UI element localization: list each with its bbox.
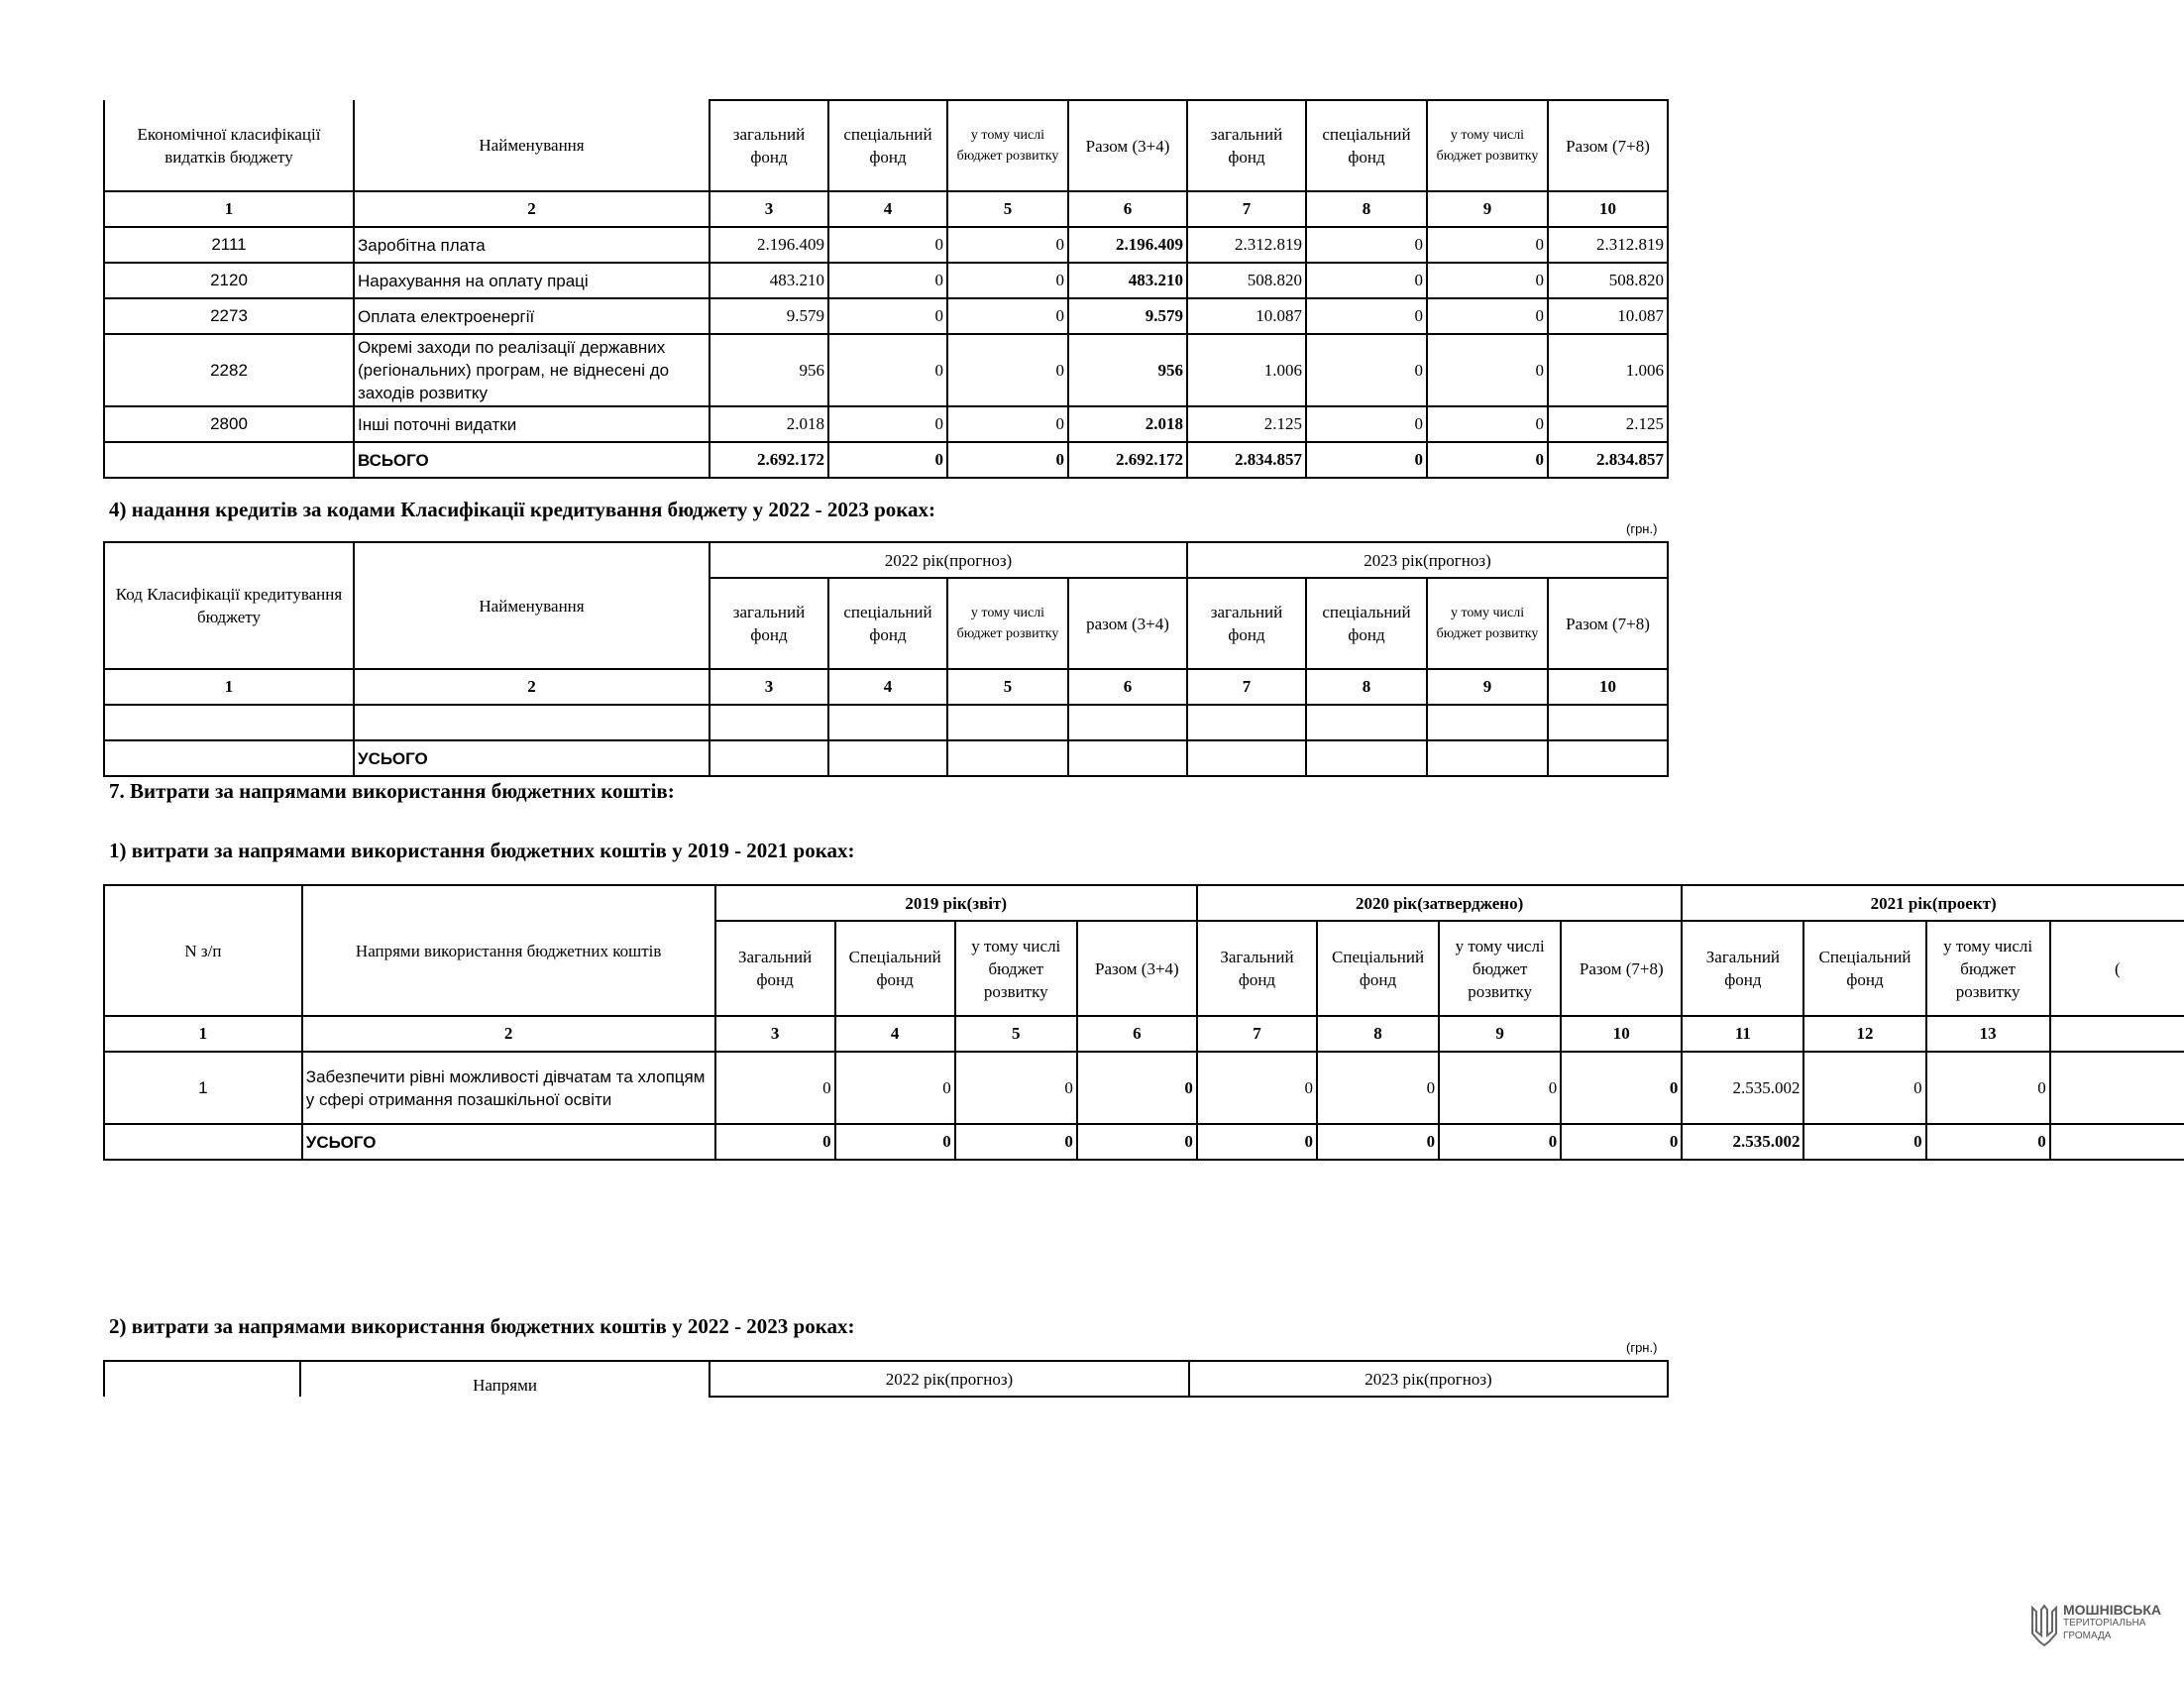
total-value: 0 <box>1077 1124 1197 1160</box>
col-header: спеціальний фонд <box>828 100 947 191</box>
total-value: 2.692.172 <box>1068 442 1187 478</box>
col-header: Разом (7+8) <box>1548 578 1668 669</box>
value-cell: 0 <box>835 1052 955 1124</box>
index-cell: 8 <box>1317 1016 1439 1052</box>
value-cell: 0 <box>1306 227 1427 263</box>
value-cell: 956 <box>1068 334 1187 406</box>
value-cell: 0 <box>1197 1052 1317 1124</box>
index-cell: 3 <box>710 669 828 705</box>
value-cell: 956 <box>710 334 828 406</box>
value-cell: 9.579 <box>1068 298 1187 334</box>
empty-cell <box>1187 740 1306 776</box>
index-cell: 10 <box>1548 669 1668 705</box>
index-cell: 12 <box>1803 1016 1925 1052</box>
name-cell: Оплата електроенергії <box>354 298 710 334</box>
index-cell: 13 <box>1926 1016 2050 1052</box>
name-cell: Заробітна плата <box>354 227 710 263</box>
value-cell: 0 <box>828 263 947 298</box>
value-cell: 508.820 <box>1548 263 1668 298</box>
value-cell: 10.087 <box>1548 298 1668 334</box>
table-row <box>104 227 1668 263</box>
index-cell: 7 <box>1187 669 1306 705</box>
total-value: 0 <box>828 442 947 478</box>
year-header: 2019 рік(звіт) <box>715 885 1197 921</box>
col-header: у тому числі бюджет розвитку <box>947 578 1068 669</box>
credits-table <box>103 541 1669 777</box>
total-value: 0 <box>1561 1124 1682 1160</box>
total-value: 2.535.002 <box>1682 1124 1803 1160</box>
community-logo <box>2029 1604 2168 1649</box>
col-header: Загальний фонд <box>1197 921 1317 1016</box>
value-cell: 2.196.409 <box>1068 227 1187 263</box>
code-cell: 2282 <box>104 334 354 406</box>
empty-cell <box>1548 705 1668 740</box>
col-header: Спеціальний фонд <box>1803 921 1925 1016</box>
index-cell: 7 <box>1197 1016 1317 1052</box>
value-cell: 0 <box>828 298 947 334</box>
total-value: 0 <box>1306 442 1427 478</box>
name-cell: Окремі заходи по реалізації державних (регіональних) програм, не віднесені до заходів розвитку <box>354 334 710 406</box>
logo-line-2: ТЕРИТОРІАЛЬНА <box>2063 1618 2146 1629</box>
value-cell: 0 <box>947 298 1068 334</box>
index-cell: 10 <box>1548 191 1668 227</box>
col-header: Разом (7+8) <box>1561 921 1682 1016</box>
empty-cell <box>1306 705 1427 740</box>
total-value: 0 <box>1427 442 1548 478</box>
total-value: 0 <box>1439 1124 1561 1160</box>
table-row <box>104 406 1668 442</box>
value-cell: 1.006 <box>1187 334 1306 406</box>
index-cell: 6 <box>1068 191 1187 227</box>
name-cell: Нарахування на оплату праці <box>354 263 710 298</box>
total-value: 2.834.857 <box>1548 442 1668 478</box>
empty-cell <box>104 705 354 740</box>
index-cell: 9 <box>1427 669 1548 705</box>
total-row <box>104 1124 2184 1160</box>
value-cell: 0 <box>1306 334 1427 406</box>
code-cell: 2120 <box>104 263 354 298</box>
index-cell: 6 <box>1077 1016 1197 1052</box>
empty-cell <box>1548 740 1668 776</box>
code-cell: 2800 <box>104 406 354 442</box>
code-cell: 2111 <box>104 227 354 263</box>
value-cell: 0 <box>947 263 1068 298</box>
col-header: Спеціальний фонд <box>1317 921 1439 1016</box>
value-cell: 483.210 <box>710 263 828 298</box>
name-column-header: Найменування <box>354 100 710 191</box>
value-cell: 0 <box>1427 298 1548 334</box>
index-cell: 3 <box>710 191 828 227</box>
direction-column-header: Напрями використання бюджетних коштів <box>302 885 715 1016</box>
value-cell: 0 <box>828 406 947 442</box>
index-cell: 10 <box>1561 1016 1682 1052</box>
value-cell: 2.125 <box>1548 406 1668 442</box>
value-cell: 0 <box>947 406 1068 442</box>
value-cell: 0 <box>1317 1052 1439 1124</box>
section-4-heading: 4) надання кредитів за кодами Класифікації кредитування бюджету у 2022 - 2023 роках: <box>109 498 936 521</box>
empty-cell <box>1068 740 1187 776</box>
col-header: загальний фонд <box>1187 100 1306 191</box>
value-cell: 2.312.819 <box>1187 227 1306 263</box>
value-cell <box>2050 1052 2184 1124</box>
total-value: 0 <box>715 1124 835 1160</box>
empty-cell <box>104 740 354 776</box>
index-cell: 9 <box>1439 1016 1561 1052</box>
index-cell: 9 <box>1427 191 1548 227</box>
value-cell: 2.018 <box>1068 406 1187 442</box>
empty-cell <box>710 705 828 740</box>
value-cell: 0 <box>1427 334 1548 406</box>
year-header: 2021 рік(проект) <box>1682 885 2184 921</box>
code-column-header: Код Класифікації кредитування бюджету <box>104 542 354 669</box>
index-cell: 11 <box>1682 1016 1803 1052</box>
total-label: УСЬОГО <box>302 1124 715 1160</box>
value-cell: 0 <box>715 1052 835 1124</box>
index-cell: 8 <box>1306 191 1427 227</box>
value-cell: 0 <box>947 227 1068 263</box>
unit-label: (грн.) <box>1626 521 1658 536</box>
index-cell: 2 <box>354 669 710 705</box>
col-header: спеціальний фонд <box>1306 578 1427 669</box>
col-header: у тому числі бюджет розвитку <box>1427 578 1548 669</box>
name-cell: Інші поточні видатки <box>354 406 710 442</box>
col-header: у тому числі бюджет розвитку <box>1427 100 1548 191</box>
section-7-heading: 7. Витрати за напрямами використання бюджетних коштів: <box>109 779 675 803</box>
total-row <box>104 442 1668 478</box>
table-row <box>104 1052 2184 1124</box>
table-row <box>104 298 1668 334</box>
trident-icon <box>2029 1604 2059 1647</box>
table-row <box>104 334 1668 406</box>
name-column-header: Найменування <box>354 542 710 669</box>
year-header: 2022 рік(прогноз) <box>710 1361 1189 1397</box>
value-cell: 0 <box>1306 406 1427 442</box>
n-column-header <box>104 1361 300 1397</box>
col-header: загальний фонд <box>710 578 828 669</box>
total-value: 0 <box>1926 1124 2050 1160</box>
index-cell: 4 <box>828 191 947 227</box>
direction-column-header: Напрями <box>300 1361 710 1397</box>
index-cell: 5 <box>947 191 1068 227</box>
empty-cell <box>1306 740 1427 776</box>
empty-cell <box>1187 705 1306 740</box>
total-value: 0 <box>955 1124 1077 1160</box>
value-cell: 1.006 <box>1548 334 1668 406</box>
col-header: Загальний фонд <box>715 921 835 1016</box>
empty-cell <box>1427 705 1548 740</box>
col-header: Разом (3+4) <box>1068 100 1187 191</box>
col-header: спеціальний фонд <box>828 578 947 669</box>
index-cell: 2 <box>354 191 710 227</box>
index-cell: 5 <box>947 669 1068 705</box>
total-label: УСЬОГО <box>354 740 710 776</box>
value-cell: 2.196.409 <box>710 227 828 263</box>
index-cell: 7 <box>1187 191 1306 227</box>
empty-cell <box>947 705 1068 740</box>
value-cell: 0 <box>1439 1052 1561 1124</box>
value-cell: 2.125 <box>1187 406 1306 442</box>
col-header: ( <box>2050 921 2184 1016</box>
value-cell: 2.312.819 <box>1548 227 1668 263</box>
empty-cell <box>354 705 710 740</box>
value-cell: 2.535.002 <box>1682 1052 1803 1124</box>
year-header: 2022 рік(прогноз) <box>710 542 1187 578</box>
col-header: Разом (7+8) <box>1548 100 1668 191</box>
logo-line-1: МОШНІВСЬКА <box>2063 1602 2162 1618</box>
value-cell: 0 <box>1803 1052 1925 1124</box>
total-value: 2.834.857 <box>1187 442 1306 478</box>
col-header: Спеціальний фонд <box>835 921 955 1016</box>
directions-table <box>103 884 2184 1161</box>
logo-line-3: ГРОМАДА <box>2063 1630 2112 1641</box>
empty-cell <box>104 442 354 478</box>
table-row <box>104 705 1668 740</box>
expenditure-table-wrapper <box>103 99 1669 478</box>
total-value: 2.692.172 <box>710 442 828 478</box>
value-cell: 483.210 <box>1068 263 1187 298</box>
index-cell: 1 <box>104 669 354 705</box>
index-cell: 8 <box>1306 669 1427 705</box>
value-cell: 2.018 <box>710 406 828 442</box>
empty-cell <box>1068 705 1187 740</box>
index-cell: 4 <box>828 669 947 705</box>
value-cell: 0 <box>1306 298 1427 334</box>
index-cell <box>2050 1016 2184 1052</box>
total-label: ВСЬОГО <box>354 442 710 478</box>
subsection-1-heading: 1) витрати за напрямами використання бюджетних коштів у 2019 - 2021 роках: <box>109 839 855 862</box>
year-header: 2023 рік(прогноз) <box>1189 1361 1668 1397</box>
expenditure-table <box>103 99 1669 479</box>
total-value: 0 <box>1803 1124 1925 1160</box>
value-cell: 0 <box>1561 1052 1682 1124</box>
directions-table-wrapper <box>103 884 2121 1162</box>
total-value: 0 <box>835 1124 955 1160</box>
value-cell: 10.087 <box>1187 298 1306 334</box>
value-cell: 0 <box>1077 1052 1197 1124</box>
empty-cell <box>947 740 1068 776</box>
index-cell: 5 <box>955 1016 1077 1052</box>
col-header: у тому числі бюджет розвитку <box>1926 921 2050 1016</box>
code-cell: 2273 <box>104 298 354 334</box>
col-header: разом (3+4) <box>1068 578 1187 669</box>
value-cell: 0 <box>1306 263 1427 298</box>
col-header: загальний фонд <box>710 100 828 191</box>
value-cell: 0 <box>828 227 947 263</box>
index-cell: 3 <box>715 1016 835 1052</box>
empty-cell <box>1427 740 1548 776</box>
index-cell: 2 <box>302 1016 715 1052</box>
total-value: 0 <box>947 442 1068 478</box>
value-cell: 508.820 <box>1187 263 1306 298</box>
directions-forecast-table <box>103 1360 1669 1398</box>
value-cell: 0 <box>828 334 947 406</box>
col-header: загальний фонд <box>1187 578 1306 669</box>
total-value: 0 <box>1317 1124 1439 1160</box>
col-header: Загальний фонд <box>1682 921 1803 1016</box>
empty-cell <box>828 740 947 776</box>
index-cell: 1 <box>104 191 354 227</box>
year-header: 2023 рік(прогноз) <box>1187 542 1668 578</box>
unit-label: (грн.) <box>1626 1340 1658 1355</box>
n-column-header: N з/п <box>104 885 302 1016</box>
col-header: у тому числі бюджет розвитку <box>1439 921 1561 1016</box>
col-header: у тому числі бюджет розвитку <box>955 921 1077 1016</box>
index-cell: 4 <box>835 1016 955 1052</box>
index-cell: 1 <box>104 1016 302 1052</box>
value-cell: 0 <box>1427 406 1548 442</box>
code-column-header: Економічної класифікації видатків бюджету <box>104 100 354 191</box>
direction-cell: Забезпечити рівні можливості дівчатам та хлопцям у сфері отримання позашкільної освіти <box>302 1052 715 1124</box>
index-cell: 6 <box>1068 669 1187 705</box>
value-cell: 0 <box>1427 263 1548 298</box>
empty-cell <box>710 740 828 776</box>
value-cell: 0 <box>947 334 1068 406</box>
subsection-2-heading: 2) витрати за напрямами використання бюджетних коштів у 2022 - 2023 роках: <box>109 1314 855 1338</box>
year-header: 2020 рік(затверджено) <box>1197 885 1682 921</box>
value-cell: 0 <box>955 1052 1077 1124</box>
n-cell: 1 <box>104 1052 302 1124</box>
value-cell: 0 <box>1427 227 1548 263</box>
table-row <box>104 263 1668 298</box>
empty-cell <box>828 705 947 740</box>
value-cell: 9.579 <box>710 298 828 334</box>
empty-cell <box>104 1124 302 1160</box>
col-header: Разом (3+4) <box>1077 921 1197 1016</box>
total-row <box>104 740 1668 776</box>
value-cell: 0 <box>1926 1052 2050 1124</box>
col-header: у тому числі бюджет розвитку <box>947 100 1068 191</box>
directions-forecast-table-wrapper <box>103 1360 1669 1398</box>
total-value <box>2050 1124 2184 1160</box>
total-value: 0 <box>1197 1124 1317 1160</box>
col-header: спеціальний фонд <box>1306 100 1427 191</box>
